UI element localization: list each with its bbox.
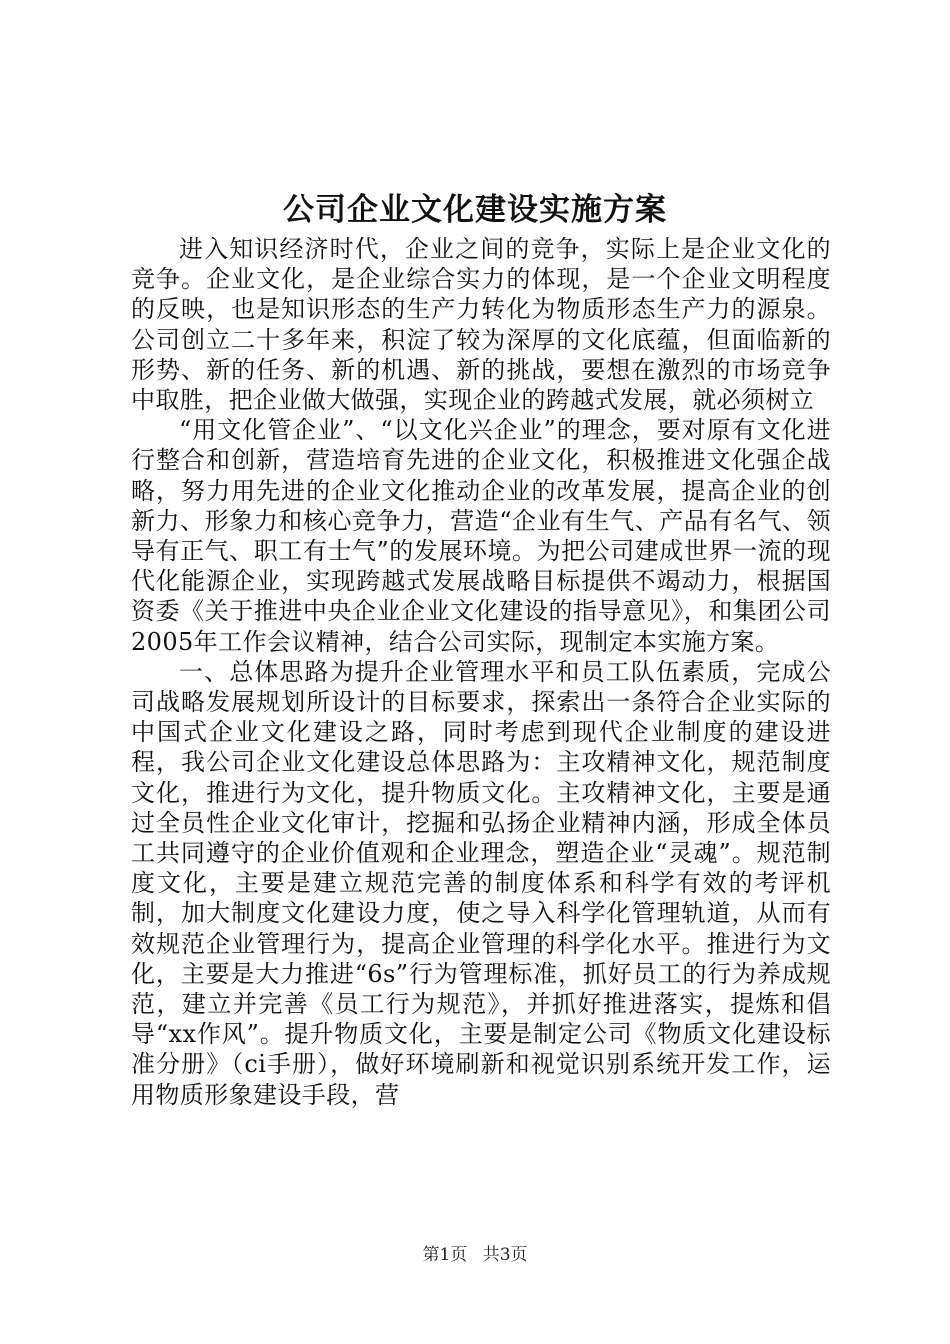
page-footer: [0, 1243, 950, 1267]
page-number: 第1页: [422, 1245, 468, 1265]
paragraph-intro: 进入知识经济时代，企业之间的竞争，实际上是企业文化的竞争。企业文化，是企业综合实力的体现，是一个企业文明程度的反映，也是知识形态的生产力转化为物质形态生产力的源泉。公司创立二十多年来，积淀了较为深厚的文化底蕴，但面临新的形势、新的任务、新的机遇、新的挑战，要想在激烈的市场竞争中取胜，把企业做大做强，实现企业的跨越式发展，就必须树立: [131, 235, 831, 415]
document-body: [131, 234, 831, 1110]
paragraph-philosophy: “用文化管企业”、“以文化兴企业”的理念，要对原有文化进行整合和创新，营造培育先进的企业文化，积极推进文化强企战略，努力用先进的企业文化推动企业的改革发展，提高企业的创新力、形象力和核心竞争力，营造“企业有生气、产品有名气、领导有正气、职工有士气”的发展环境。为把公司建成世界一流的现代化能源企业，实现跨越式发展战略目标提供不竭动力，根据国资委《关于推进中央企业企业文化建设的指导意见》，和集团公司2005年工作会议精神，结合公司实际，现制定本实施方案。: [131, 416, 831, 656]
paragraph-overall-approach: 一、总体思路为提升企业管理水平和员工队伍素质，完成公司战略发展规划所设计的目标要求，探索出一条符合企业实际的中国式企业文化建设之路，同时考虑到现代企业制度的建设进程，我公司企业文化建设总体思路为：主攻精神文化，规范制度文化，推进行为文化，提升物质文化。主攻精神文化，主要是通过全员性企业文化审计，挖掘和弘扬企业精神内涵，形成全体员工共同遵守的企业价值观和企业理念，塑造企业“灵魂”。规范制度文化，主要是建立规范完善的制度体系和科学有效的考评机制，加大制度文化建设力度，使之导入科学化管理轨道，从而有效规范企业管理行为，提高企业管理的科学化水平。推进行为文化，主要是大力推进“6s”行为管理标准，抓好员工的行为养成规范，建立并完善《员工行为规范》，并抓好推进落实，提炼和倡导“xx作风”。提升物质文化，主要是制定公司《物质文化建设标准分册》（ci手册），做好环境刷新和视觉识别系统开发工作，运用物质形象建设手段，营: [131, 657, 831, 1109]
page-total: 共3页: [482, 1245, 528, 1265]
document-title: 公司企业文化建设实施方案: [283, 192, 667, 228]
